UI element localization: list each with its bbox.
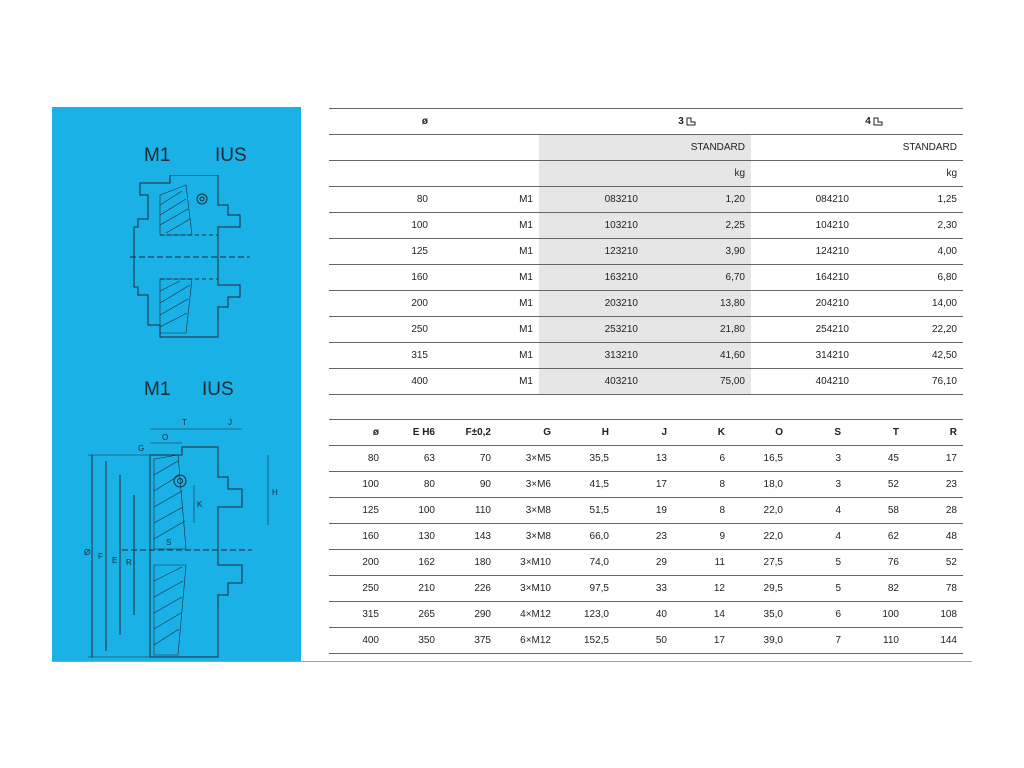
row-diameter: 125 (329, 239, 434, 265)
dim-col-header: ø (329, 420, 385, 446)
dim-cell: 22,0 (731, 524, 789, 550)
dim-cell: 62 (847, 524, 905, 550)
row-code-3-jaw: 163210 (539, 265, 644, 291)
row-code-3-jaw: 103210 (539, 213, 644, 239)
dim-cell: 3×M8 (497, 524, 557, 550)
row-weight-3-jaw: 75,00 (644, 369, 751, 395)
row-mount: M1 (434, 317, 539, 343)
dim-cell: 8 (673, 498, 731, 524)
dim-cell: 17 (615, 472, 673, 498)
dimensions-row (329, 576, 963, 602)
dim-cell: 210 (385, 576, 441, 602)
dim-cell: 82 (847, 576, 905, 602)
dim-cell: 130 (385, 524, 441, 550)
row-mount: M1 (434, 239, 539, 265)
dim-col-header: G (497, 420, 557, 446)
dim-cell: 29,5 (731, 576, 789, 602)
dim-col-header: E H6 (385, 420, 441, 446)
dimensions-row (329, 550, 963, 576)
dim-cell: 45 (847, 446, 905, 472)
dim-letter-j: J (228, 418, 232, 427)
dim-cell: 70 (441, 446, 497, 472)
dim-cell: 66,0 (557, 524, 615, 550)
unit-label-3: kg (644, 161, 751, 187)
dim-cell: 48 (905, 524, 963, 550)
dim-letter-g: G (138, 444, 145, 453)
dim-cell: 3×M5 (497, 446, 557, 472)
dim-col-header: F±0,2 (441, 420, 497, 446)
row-weight-4-jaw: 42,50 (855, 343, 963, 369)
row-diameter: 250 (329, 317, 434, 343)
dim-cell: 180 (441, 550, 497, 576)
row-weight-4-jaw: 4,00 (855, 239, 963, 265)
dim-cell: 162 (385, 550, 441, 576)
jaw-step-icon (686, 117, 696, 126)
dimensions-row (329, 602, 963, 628)
dimensions-table (329, 419, 963, 654)
dim-cell: 226 (441, 576, 497, 602)
row-diameter: 200 (329, 291, 434, 317)
row-mount: M1 (434, 369, 539, 395)
dim-cell: 400 (329, 628, 385, 654)
weights-header-row (329, 109, 963, 135)
row-diameter: 400 (329, 369, 434, 395)
dim-cell: 9 (673, 524, 731, 550)
row-mount: M1 (434, 187, 539, 213)
dim-cell: 23 (615, 524, 673, 550)
dim-letter-s: S (166, 538, 172, 547)
dimensions-row (329, 498, 963, 524)
four-jaw-number: 4 (865, 116, 871, 127)
dim-cell: 3×M10 (497, 550, 557, 576)
row-code-3-jaw: 123210 (539, 239, 644, 265)
row-weight-4-jaw: 1,25 (855, 187, 963, 213)
row-weight-4-jaw: 2,30 (855, 213, 963, 239)
dim-cell: 35,0 (731, 602, 789, 628)
dim-cell: 3×M6 (497, 472, 557, 498)
dim-cell: 28 (905, 498, 963, 524)
dim-cell: 80 (385, 472, 441, 498)
dim-cell: 76 (847, 550, 905, 576)
dim-cell: 315 (329, 602, 385, 628)
dimensions-row (329, 446, 963, 472)
weights-row (329, 265, 963, 291)
row-weight-3-jaw: 2,25 (644, 213, 751, 239)
three-jaw-number: 3 (678, 116, 684, 127)
dim-cell: 22,0 (731, 498, 789, 524)
dim-cell: 144 (905, 628, 963, 654)
dim-cell: 100 (385, 498, 441, 524)
dim-cell: 108 (905, 602, 963, 628)
weights-row (329, 369, 963, 395)
row-code-3-jaw: 403210 (539, 369, 644, 395)
dim-cell: 35,5 (557, 446, 615, 472)
dim-cell: 41,5 (557, 472, 615, 498)
dim-cell: 125 (329, 498, 385, 524)
dim-cell: 290 (441, 602, 497, 628)
dim-cell: 4 (789, 498, 847, 524)
bottom-divider (52, 661, 972, 662)
dim-cell: 5 (789, 550, 847, 576)
dim-cell: 23 (905, 472, 963, 498)
top-mount-label: M1 (144, 145, 171, 166)
chuck-cross-section-small (130, 175, 250, 341)
dim-letter-f: F (98, 552, 103, 561)
row-weight-4-jaw: 6,80 (855, 265, 963, 291)
dim-cell: 58 (847, 498, 905, 524)
row-code-3-jaw: 083210 (539, 187, 644, 213)
row-code-3-jaw: 253210 (539, 317, 644, 343)
row-weight-4-jaw: 14,00 (855, 291, 963, 317)
row-code-4-jaw: 204210 (751, 291, 855, 317)
dim-cell: 3 (789, 472, 847, 498)
dim-cell: 14 (673, 602, 731, 628)
dim-cell: 29 (615, 550, 673, 576)
dim-cell: 3×M10 (497, 576, 557, 602)
dim-cell: 100 (847, 602, 905, 628)
dim-cell: 110 (847, 628, 905, 654)
drawing-panel (52, 107, 301, 662)
dimensions-row (329, 628, 963, 654)
dim-cell: 52 (905, 550, 963, 576)
dim-cell: 19 (615, 498, 673, 524)
row-mount: M1 (434, 291, 539, 317)
dim-cell: 90 (441, 472, 497, 498)
standard-label-3: STANDARD (644, 135, 751, 161)
dimensions-header-row (329, 420, 963, 446)
dim-cell: 17 (905, 446, 963, 472)
dim-cell: 17 (673, 628, 731, 654)
dim-cell: 123,0 (557, 602, 615, 628)
row-diameter: 80 (329, 187, 434, 213)
dim-cell: 97,5 (557, 576, 615, 602)
weights-row (329, 187, 963, 213)
weights-table (329, 108, 963, 395)
chuck-dimension-drawing (82, 415, 282, 661)
row-weight-3-jaw: 3,90 (644, 239, 751, 265)
row-diameter: 100 (329, 213, 434, 239)
dim-cell: 265 (385, 602, 441, 628)
row-code-4-jaw: 404210 (751, 369, 855, 395)
row-weight-3-jaw: 6,70 (644, 265, 751, 291)
dimensions-row (329, 524, 963, 550)
dim-cell: 8 (673, 472, 731, 498)
row-code-4-jaw: 124210 (751, 239, 855, 265)
dim-cell: 33 (615, 576, 673, 602)
weights-row (329, 343, 963, 369)
dim-cell: 50 (615, 628, 673, 654)
dim-letter-t: T (182, 418, 187, 427)
dim-cell: 6 (673, 446, 731, 472)
row-mount: M1 (434, 265, 539, 291)
standard-row (329, 135, 963, 161)
dim-cell: 7 (789, 628, 847, 654)
dim-cell: 27,5 (731, 550, 789, 576)
standard-label-4: STANDARD (855, 135, 963, 161)
dim-cell: 13 (615, 446, 673, 472)
row-code-4-jaw: 104210 (751, 213, 855, 239)
diameter-header: ø (329, 109, 434, 135)
dim-cell: 200 (329, 550, 385, 576)
dim-cell: 39,0 (731, 628, 789, 654)
row-weight-4-jaw: 76,10 (855, 369, 963, 395)
row-code-3-jaw: 313210 (539, 343, 644, 369)
row-weight-3-jaw: 41,60 (644, 343, 751, 369)
dim-letter-h: H (272, 488, 278, 497)
dim-col-header: H (557, 420, 615, 446)
weights-row (329, 239, 963, 265)
row-code-4-jaw: 314210 (751, 343, 855, 369)
dim-letter-k: K (197, 500, 203, 509)
dim-letter-r: R (126, 558, 132, 567)
row-mount: M1 (434, 343, 539, 369)
bottom-type-label: IUS (202, 379, 234, 400)
dim-cell: 40 (615, 602, 673, 628)
row-code-3-jaw: 203210 (539, 291, 644, 317)
row-weight-4-jaw: 22,20 (855, 317, 963, 343)
dim-col-header: J (615, 420, 673, 446)
dim-cell: 80 (329, 446, 385, 472)
four-jaw-header (751, 109, 963, 135)
dim-cell: 16,5 (731, 446, 789, 472)
dim-cell: 18,0 (731, 472, 789, 498)
dimensions-row (329, 472, 963, 498)
dim-cell: 152,5 (557, 628, 615, 654)
bottom-mount-label: M1 (144, 379, 171, 400)
dim-col-header: K (673, 420, 731, 446)
dim-cell: 74,0 (557, 550, 615, 576)
dim-cell: 4 (789, 524, 847, 550)
dim-cell: 51,5 (557, 498, 615, 524)
dim-cell: 63 (385, 446, 441, 472)
row-weight-3-jaw: 13,80 (644, 291, 751, 317)
row-diameter: 160 (329, 265, 434, 291)
dim-cell: 3×M8 (497, 498, 557, 524)
top-type-label: IUS (215, 145, 247, 166)
dim-cell: 4×M12 (497, 602, 557, 628)
three-jaw-header (539, 109, 751, 135)
dim-cell: 52 (847, 472, 905, 498)
dim-letter-e: E (112, 556, 118, 565)
dim-cell: 12 (673, 576, 731, 602)
dim-cell: 5 (789, 576, 847, 602)
dim-cell: 11 (673, 550, 731, 576)
dim-cell: 250 (329, 576, 385, 602)
weights-row (329, 213, 963, 239)
jaw-step-icon (873, 117, 883, 126)
row-weight-3-jaw: 21,80 (644, 317, 751, 343)
unit-label-4: kg (855, 161, 963, 187)
dim-cell: 350 (385, 628, 441, 654)
row-code-4-jaw: 164210 (751, 265, 855, 291)
dim-col-header: S (789, 420, 847, 446)
dim-cell: 100 (329, 472, 385, 498)
dim-letter-diameter: Ø (84, 548, 91, 557)
dim-col-header: O (731, 420, 789, 446)
row-mount: M1 (434, 213, 539, 239)
unit-row (329, 161, 963, 187)
dim-col-header: R (905, 420, 963, 446)
dim-cell: 78 (905, 576, 963, 602)
dim-letter-o: O (162, 433, 169, 442)
row-weight-3-jaw: 1,20 (644, 187, 751, 213)
dim-cell: 375 (441, 628, 497, 654)
dim-cell: 6 (789, 602, 847, 628)
dim-cell: 3 (789, 446, 847, 472)
weights-row (329, 291, 963, 317)
dim-cell: 110 (441, 498, 497, 524)
weights-row (329, 317, 963, 343)
row-code-4-jaw: 254210 (751, 317, 855, 343)
dim-cell: 6×M12 (497, 628, 557, 654)
dim-cell: 143 (441, 524, 497, 550)
dim-cell: 160 (329, 524, 385, 550)
row-diameter: 315 (329, 343, 434, 369)
row-code-4-jaw: 084210 (751, 187, 855, 213)
dim-col-header: T (847, 420, 905, 446)
